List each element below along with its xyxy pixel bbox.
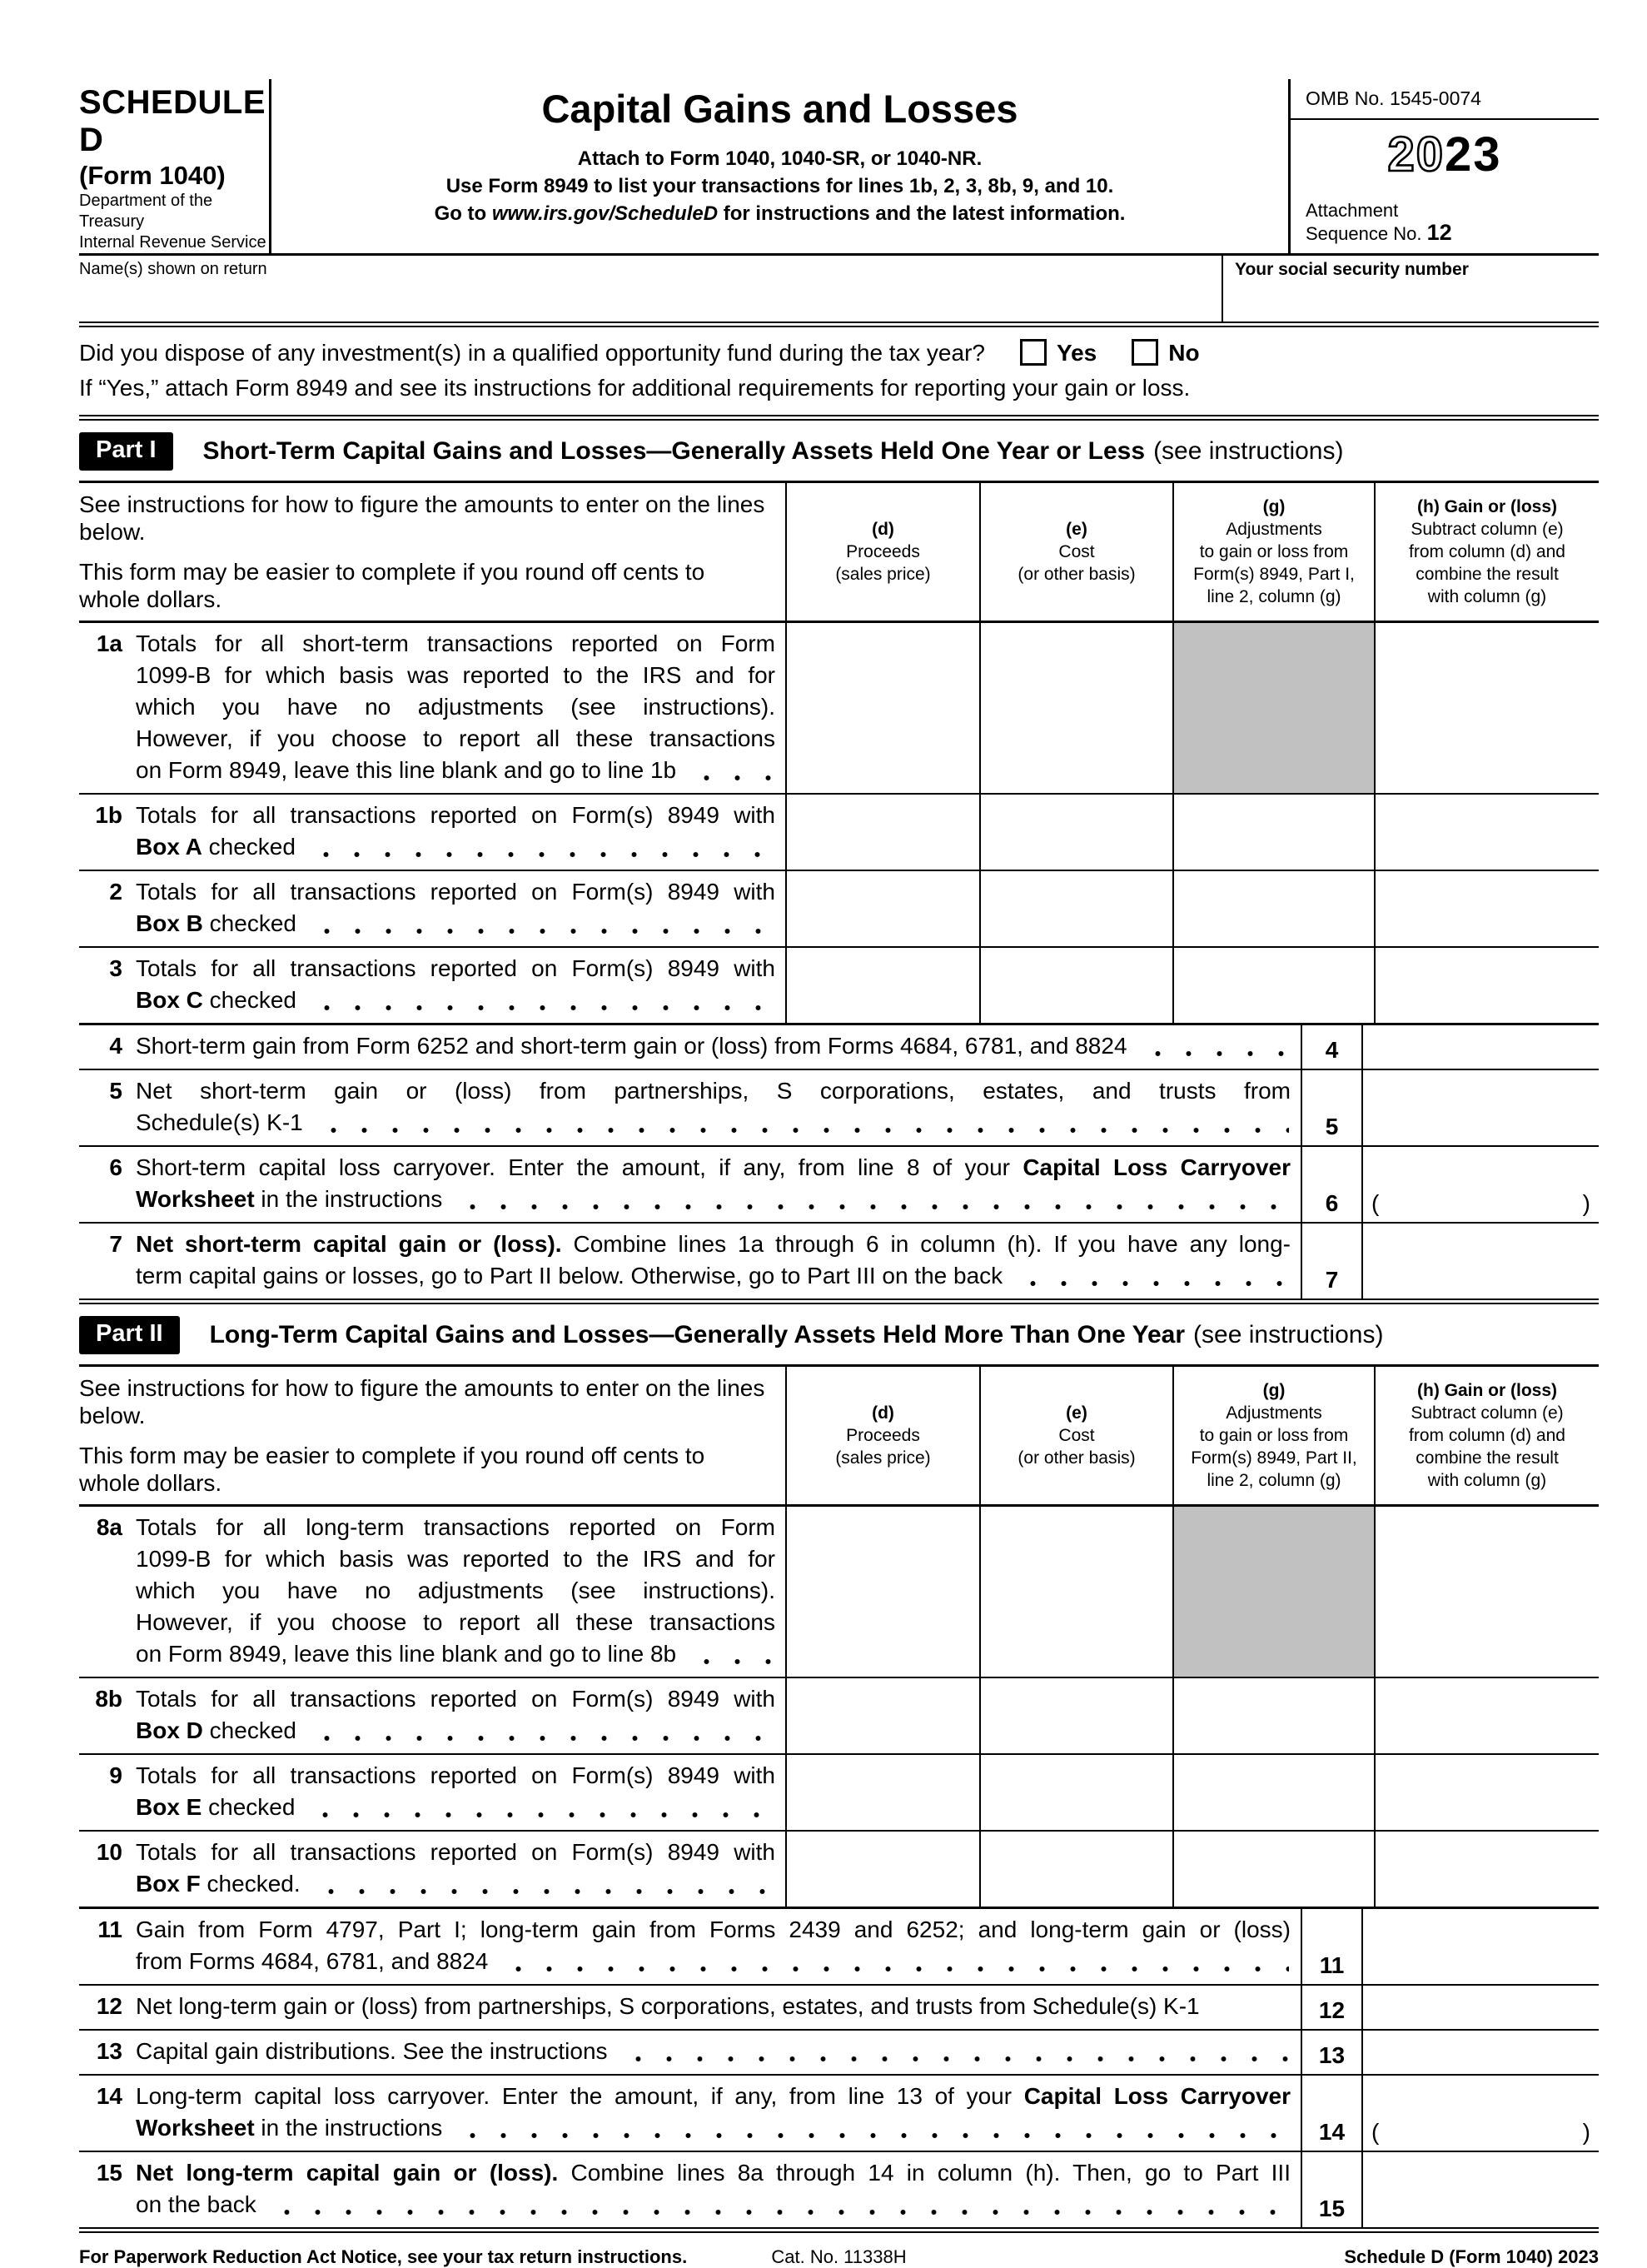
part-1-table-instructions: See instructions for how to figure the amounts to enter on the lines below. This form may be easier to complete if you round off cents to whole dollars.: [79, 491, 765, 612]
row-6: [79, 1147, 1599, 1224]
line-12-number-box: 12: [1301, 1986, 1361, 2029]
line-2-col-h-entry[interactable]: [1374, 871, 1599, 946]
ssn-cell: [1222, 256, 1599, 322]
line-8b-col-d-entry[interactable]: [785, 1678, 979, 1753]
form-title-block: [269, 79, 1291, 253]
row-5: [79, 1070, 1599, 1147]
line-number-13: 13: [96, 2038, 122, 2064]
dot-leader: [311, 908, 774, 940]
use-form-instruction: Use Form 8949 to list your transactions for lines 1b, 2, 3, 8b, 9, and 10.: [445, 175, 1114, 197]
part-1-col-h-gain-loss-header: (h) Gain or (loss) Subtract column (e) from column (d) and combine the result with column (g): [1374, 483, 1599, 621]
line-8b-col-g-entry[interactable]: [1172, 1678, 1374, 1753]
line-number-1a: 1a: [96, 631, 122, 656]
part-1-col-d-proceeds-header: (d) Proceeds (sales price): [785, 483, 979, 621]
row-8a: [79, 1507, 1599, 1678]
part-2-col-d-proceeds-header: (d) Proceeds (sales price): [785, 1367, 979, 1504]
sequence-label: Sequence No.: [1306, 223, 1422, 244]
line-number-4: 4: [109, 1033, 122, 1059]
form-header: [79, 79, 1599, 256]
part-1-table: [79, 481, 1599, 1304]
line-number-8b: 8b: [95, 1686, 122, 1712]
line-3-description: 3 Totals for all transactions reported on Form(s) 8949 with Box C checked: [79, 948, 785, 1023]
line-3-col-g-entry[interactable]: [1172, 948, 1374, 1023]
line-1b-col-e-entry[interactable]: [979, 795, 1172, 870]
row-10: [79, 1832, 1599, 1909]
line-2-col-d-entry[interactable]: [785, 871, 979, 946]
line-15-description: 15 Net long-term capital gain or (loss). Combine lines 8a through 14 in column (h). Then, go to Part III on the back: [79, 2152, 1301, 2227]
part-1-header-bar: [79, 421, 1599, 481]
line-13-description: 13 Capital gain distributions. See the instructions: [79, 2031, 1301, 2074]
line-number-8a: 8a: [96, 1514, 122, 1540]
line-4-description: 4 Short-term gain from Form 6252 and short-term gain or (loss) from Forms 4684, 6781, and 8824: [79, 1025, 1301, 1069]
line-9-col-h-entry[interactable]: [1374, 1755, 1599, 1830]
part-2-col-h-gain-loss-header: (h) Gain or (loss) Subtract column (e) from column (d) and combine the result with column (g): [1374, 1367, 1599, 1504]
line-4-number-box: 4: [1301, 1025, 1361, 1069]
part-2-col-g-adjustments-header: (g) Adjustments to gain or loss from Form(s) 8949, Part II, line 2, column (g): [1172, 1367, 1374, 1504]
no-label: No: [1168, 340, 1200, 366]
paperwork-notice: For Paperwork Reduction Act Notice, see your tax return instructions.: [79, 2246, 688, 2267]
page-title: Capital Gains and Losses: [541, 87, 1018, 131]
row-9: [79, 1755, 1599, 1832]
line-8b-col-e-entry[interactable]: [979, 1678, 1172, 1753]
goto-instruction: [271, 200, 1288, 227]
line-11-number-box: 11: [1301, 1909, 1361, 1984]
line-number-14: 14: [96, 2083, 122, 2109]
line-1a-col-d-entry[interactable]: [785, 623, 979, 793]
line-8a-col-e-entry[interactable]: [979, 1507, 1172, 1677]
sequence-line: [1306, 222, 1599, 245]
dot-leader: [310, 1792, 774, 1823]
dot-leader: [457, 1184, 1289, 1215]
yes-checkbox[interactable]: [1020, 339, 1047, 366]
line-2-description: 2 Totals for all transactions reported on Form(s) 8949 with Box B checked: [79, 871, 785, 946]
dot-leader: [503, 1946, 1289, 1977]
line-6-description: 6 Short-term capital loss carryover. Enter the amount, if any, from line 8 of your Capital Loss Carryover Worksheet in the instructions: [79, 1147, 1301, 1222]
line-1a-col-e-entry[interactable]: [979, 623, 1172, 793]
line-1b-col-g-entry[interactable]: [1172, 795, 1374, 870]
line-10-col-g-entry[interactable]: [1172, 1832, 1374, 1907]
line-4-amount-entry[interactable]: [1361, 1025, 1599, 1069]
line-1a-col-h-entry[interactable]: [1374, 623, 1599, 793]
line-7-amount-entry[interactable]: [1361, 1224, 1599, 1298]
catalog-number: Cat. No. 11338H: [771, 2246, 907, 2267]
dot-leader: [457, 2112, 1289, 2144]
line-3-col-d-entry[interactable]: [785, 948, 979, 1023]
sequence-number: 12: [1426, 220, 1452, 245]
line-8a-col-d-entry[interactable]: [785, 1507, 979, 1677]
line-6-number-box: 6: [1301, 1147, 1361, 1222]
line-12-description: 12 Net long-term gain or (loss) from partnerships, S corporations, estates, and trusts from Schedule(s) K-1: [79, 1986, 1301, 2029]
part-2-header-bar: [79, 1304, 1599, 1364]
line-11-description: 11 Gain from Form 4797, Part I; long-term gain from Forms 2439 and 6252; and long-term gain or (loss) from Forms 4684, 6781, and 8824: [79, 1909, 1301, 1984]
dot-leader: [691, 1638, 774, 1670]
line-9-col-g-entry[interactable]: [1172, 1755, 1374, 1830]
part-2-title: Long-Term Capital Gains and Losses—Generally Assets Held More Than One Year: [209, 1321, 1186, 1348]
dot-leader: [316, 1868, 774, 1900]
department-line-1: Department of the Treasury: [79, 192, 213, 231]
line-9-col-d-entry[interactable]: [785, 1755, 979, 1830]
line-12-amount-entry[interactable]: [1361, 1986, 1599, 2029]
form-footer-id: Schedule D (Form 1040) 2023: [1344, 2246, 1599, 2267]
name-ssn-row: [79, 256, 1599, 327]
yes-label: Yes: [1056, 340, 1097, 366]
paren-open: (: [1371, 2119, 1380, 2145]
row-1b: [79, 795, 1599, 871]
line-14-amount-entry[interactable]: [1361, 2076, 1599, 2151]
line-9-col-e-entry[interactable]: [979, 1755, 1172, 1830]
line-3-col-h-entry[interactable]: [1374, 948, 1599, 1023]
form-number: (Form 1040): [79, 161, 226, 190]
omb-year-block: [1291, 79, 1599, 253]
part-2-col-e-cost-header: (e) Cost (or other basis): [979, 1367, 1172, 1504]
line-8b-col-h-entry[interactable]: [1374, 1678, 1599, 1753]
line-7-number-box: 7: [1301, 1224, 1361, 1298]
dot-leader: [271, 2189, 1289, 2221]
row-2: [79, 871, 1599, 948]
line-1b-col-h-entry[interactable]: [1374, 795, 1599, 870]
part-2-badge: Part II: [79, 1316, 180, 1354]
line-13-number-box: 13: [1301, 2031, 1361, 2074]
department-line-2: Internal Revenue Service: [79, 233, 266, 252]
line-10-col-e-entry[interactable]: [979, 1832, 1172, 1907]
qof-question-block: [79, 327, 1599, 421]
paren-close: ): [1582, 2119, 1590, 2145]
part-1-column-header-row: [79, 483, 1599, 623]
part-1-col-e-cost-header: (e) Cost (or other basis): [979, 483, 1172, 621]
qof-note: If “Yes,” attach Form 8949 and see its instructions for additional requirements for reporting your gain or loss.: [79, 375, 1191, 401]
row-8b: [79, 1678, 1599, 1755]
dot-leader: [311, 1715, 774, 1747]
dot-leader: [311, 984, 774, 1016]
row-15: [79, 2152, 1599, 2227]
line-10-col-d-entry[interactable]: [785, 1832, 979, 1907]
line-number-10: 10: [96, 1839, 122, 1865]
line-number-11: 11: [97, 1917, 122, 1942]
ssn-label: Your social security number: [1235, 260, 1469, 279]
line-8a-description: 8a Totals for all long-term transactions reported on Form 1099-B for which basis was reported to the IRS and for which you have no adjustments (see instructions). However, if you choose to report all these transactions on Form 8949, leave this line blank and go to line 8b: [79, 1507, 785, 1677]
line-3-col-e-entry[interactable]: [979, 948, 1172, 1023]
goto-prefix: Go to: [434, 202, 492, 225]
line-number-12: 12: [96, 1993, 122, 2019]
dot-leader: [623, 2036, 1289, 2067]
line-14-number-box: 14: [1301, 2076, 1361, 2151]
line-11-amount-entry[interactable]: [1361, 1909, 1599, 1984]
line-1a-description: 1a Totals for all short-term transactions reported on Form 1099-B for which basis was reported to the IRS and for which you have no adjustments (see instructions). However, if you choose to report all these transactions on Form 8949, leave this line blank and go to line 1b: [79, 623, 785, 793]
attach-instruction: Attach to Form 1040, 1040-SR, or 1040-NR.: [577, 147, 983, 170]
dot-leader: [1142, 1030, 1289, 1062]
line-10-description: 10 Totals for all transactions reported on Form(s) 8949 with Box F checked.: [79, 1832, 785, 1907]
line-number-15: 15: [96, 2160, 122, 2186]
paren-close: ): [1582, 1190, 1590, 1216]
part-1-badge: Part I: [79, 432, 173, 471]
row-12: [79, 1986, 1599, 2031]
line-number-9: 9: [109, 1762, 122, 1788]
omb-number: OMB No. 1545-0074: [1291, 79, 1599, 120]
row-7: [79, 1224, 1599, 1298]
department-block: [79, 191, 269, 258]
dot-leader: [318, 1107, 1289, 1139]
irs-url: www.irs.gov/ScheduleD: [491, 202, 719, 225]
line-5-description: 5 Net short-term gain or (loss) from partnerships, S corporations, estates, and trusts from Schedule(s) K-1: [79, 1070, 1301, 1145]
line-14-description: 14 Long-term capital loss carryover. Enter the amount, if any, from line 13 of your Capital Loss Carryover Worksheet in the instructions: [79, 2076, 1301, 2151]
line-8a-col-g-shaded: [1172, 1507, 1374, 1677]
line-8b-description: 8b Totals for all transactions reported on Form(s) 8949 with Box D checked: [79, 1678, 785, 1753]
line-8a-col-h-entry[interactable]: [1374, 1507, 1599, 1677]
line-1b-col-d-entry[interactable]: [785, 795, 979, 870]
row-3: [79, 948, 1599, 1025]
line-5-number-box: 5: [1301, 1070, 1361, 1145]
part-2-title-note: (see instructions): [1193, 1321, 1384, 1348]
attachment-label: Attachment: [1306, 200, 1399, 221]
part-2-table: [79, 1364, 1599, 2233]
year-outline-digits: 20: [1387, 127, 1445, 182]
schedule-label: SCHEDULE D: [79, 84, 266, 158]
line-2-col-e-entry[interactable]: [979, 871, 1172, 946]
line-15-number-box: 15: [1301, 2152, 1361, 2227]
attachment-sequence: [1291, 199, 1599, 253]
dot-leader: [311, 831, 774, 863]
form-id-block: [79, 79, 269, 253]
line-number-7: 7: [109, 1231, 122, 1257]
line-number-2: 2: [109, 879, 122, 905]
qof-question-line: [79, 339, 1599, 366]
line-5-amount-entry[interactable]: [1361, 1070, 1599, 1145]
line-1b-description: 1b Totals for all transactions reported on Form(s) 8949 with Box A checked: [79, 795, 785, 870]
tax-year: [1291, 120, 1599, 182]
goto-suffix: for instructions and the latest information.: [718, 202, 1126, 225]
line-13-amount-entry[interactable]: [1361, 2031, 1599, 2074]
line-number-1b: 1b: [95, 802, 122, 828]
form-parts: [79, 421, 1599, 2233]
line-number-5: 5: [109, 1078, 122, 1104]
line-10-col-h-entry[interactable]: [1374, 1832, 1599, 1907]
part-2-column-header-row: [79, 1367, 1599, 1507]
part-2-table-instructions: See instructions for how to figure the amounts to enter on the lines below. This form may be easier to complete if you round off cents to whole dollars.: [79, 1375, 765, 1496]
line-9-description: 9 Totals for all transactions reported on Form(s) 8949 with Box E checked: [79, 1755, 785, 1830]
line-2-col-g-entry[interactable]: [1172, 871, 1374, 946]
line-number-3: 3: [109, 955, 122, 981]
form-footer: [79, 2246, 1599, 2268]
part-1-title: Short-Term Capital Gains and Losses—Generally Assets Held One Year or Less: [202, 437, 1146, 465]
paren-open: (: [1371, 1190, 1380, 1216]
name-label: Name(s) shown on return: [79, 260, 267, 278]
row-4: [79, 1025, 1599, 1070]
line-1a-col-g-shaded: [1172, 623, 1374, 793]
part-1-col-g-adjustments-header: (g) Adjustments to gain or loss from Form(s) 8949, Part I, line 2, column (g): [1172, 483, 1374, 621]
row-1a: [79, 623, 1599, 795]
qof-question-text: Did you dispose of any investment(s) in a qualified opportunity fund during the tax year?: [79, 340, 985, 366]
row-13: [79, 2031, 1599, 2076]
no-checkbox[interactable]: [1132, 339, 1158, 366]
dot-leader: [691, 755, 774, 786]
line-number-6: 6: [109, 1154, 122, 1180]
name-cell: [79, 256, 1222, 322]
part-1-title-note: (see instructions): [1153, 437, 1344, 465]
part-2-section: [79, 1304, 1599, 2233]
line-15-amount-entry[interactable]: [1361, 2152, 1599, 2227]
part-1-section: [79, 421, 1599, 1304]
line-7-description: 7 Net short-term capital gain or (loss). Combine lines 1a through 6 in column (h). If you have any long- term capital gains or losses, go to Part II below. Otherwise, go to Part III on the back: [79, 1224, 1301, 1298]
row-14: [79, 2076, 1599, 2152]
dot-leader: [1018, 1260, 1289, 1292]
row-11: [79, 1909, 1599, 1986]
year-bold-digits: 23: [1445, 127, 1502, 182]
line-6-amount-entry[interactable]: [1361, 1147, 1599, 1222]
